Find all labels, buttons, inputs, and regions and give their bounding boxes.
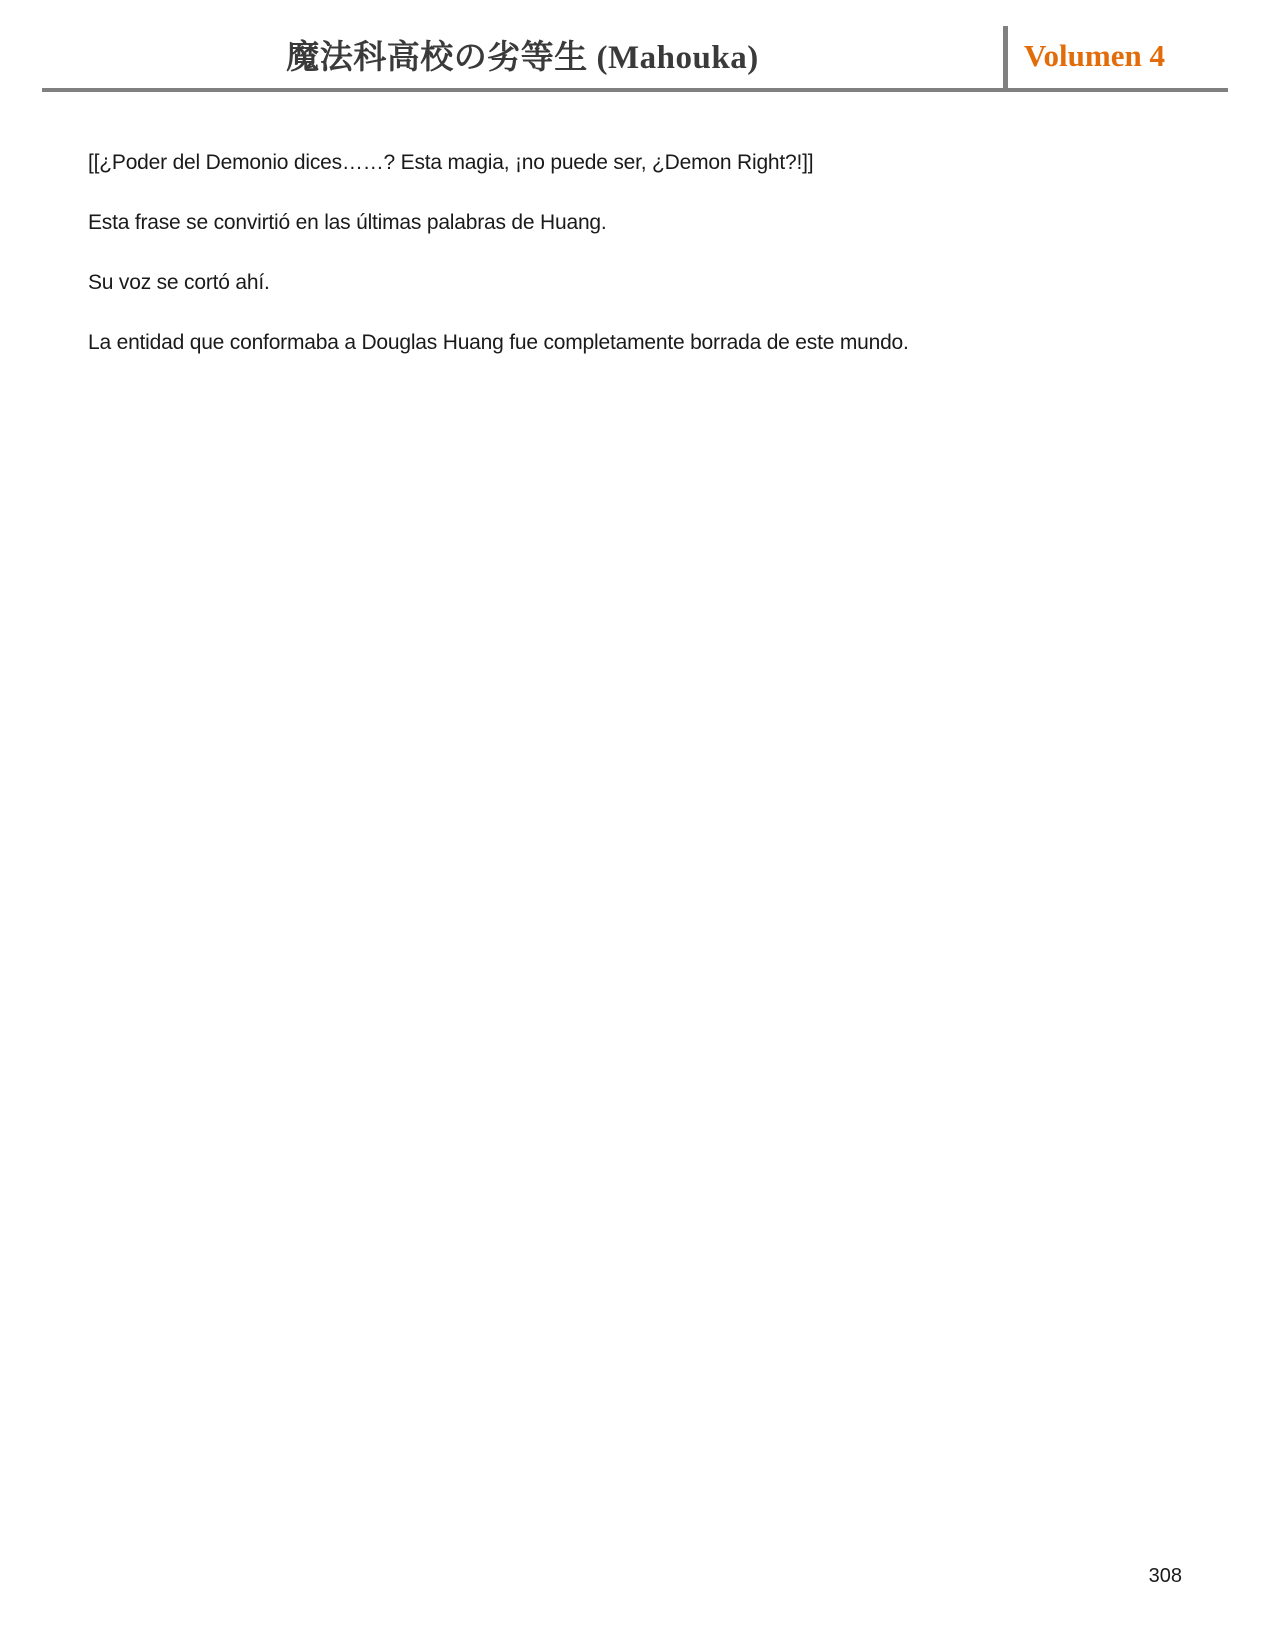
- paragraph: La entidad que conformaba a Douglas Huang fue completamente borrada de este mundo.: [88, 331, 909, 354]
- paragraph: Su voz se cortó ahí.: [88, 271, 270, 294]
- paragraph: [[¿Poder del Demonio dices……? Esta magia, ¡no puede ser, ¿Demon Right?!]]: [88, 151, 814, 174]
- header-volume-cell: [1008, 38, 1228, 88]
- body-text: [88, 150, 1185, 390]
- page-number: 308: [1148, 1565, 1182, 1587]
- header-horizontal-rule: [42, 88, 1228, 92]
- volume-label: Volumen 4: [1024, 38, 1165, 73]
- page-header: [42, 0, 1228, 92]
- header-row: [42, 0, 1228, 88]
- book-title: 魔法科高校の劣等生 (Mahouka): [286, 40, 759, 76]
- paragraph: Esta frase se convirtió en las últimas palabras de Huang.: [88, 211, 607, 234]
- header-title-cell: [42, 31, 1003, 88]
